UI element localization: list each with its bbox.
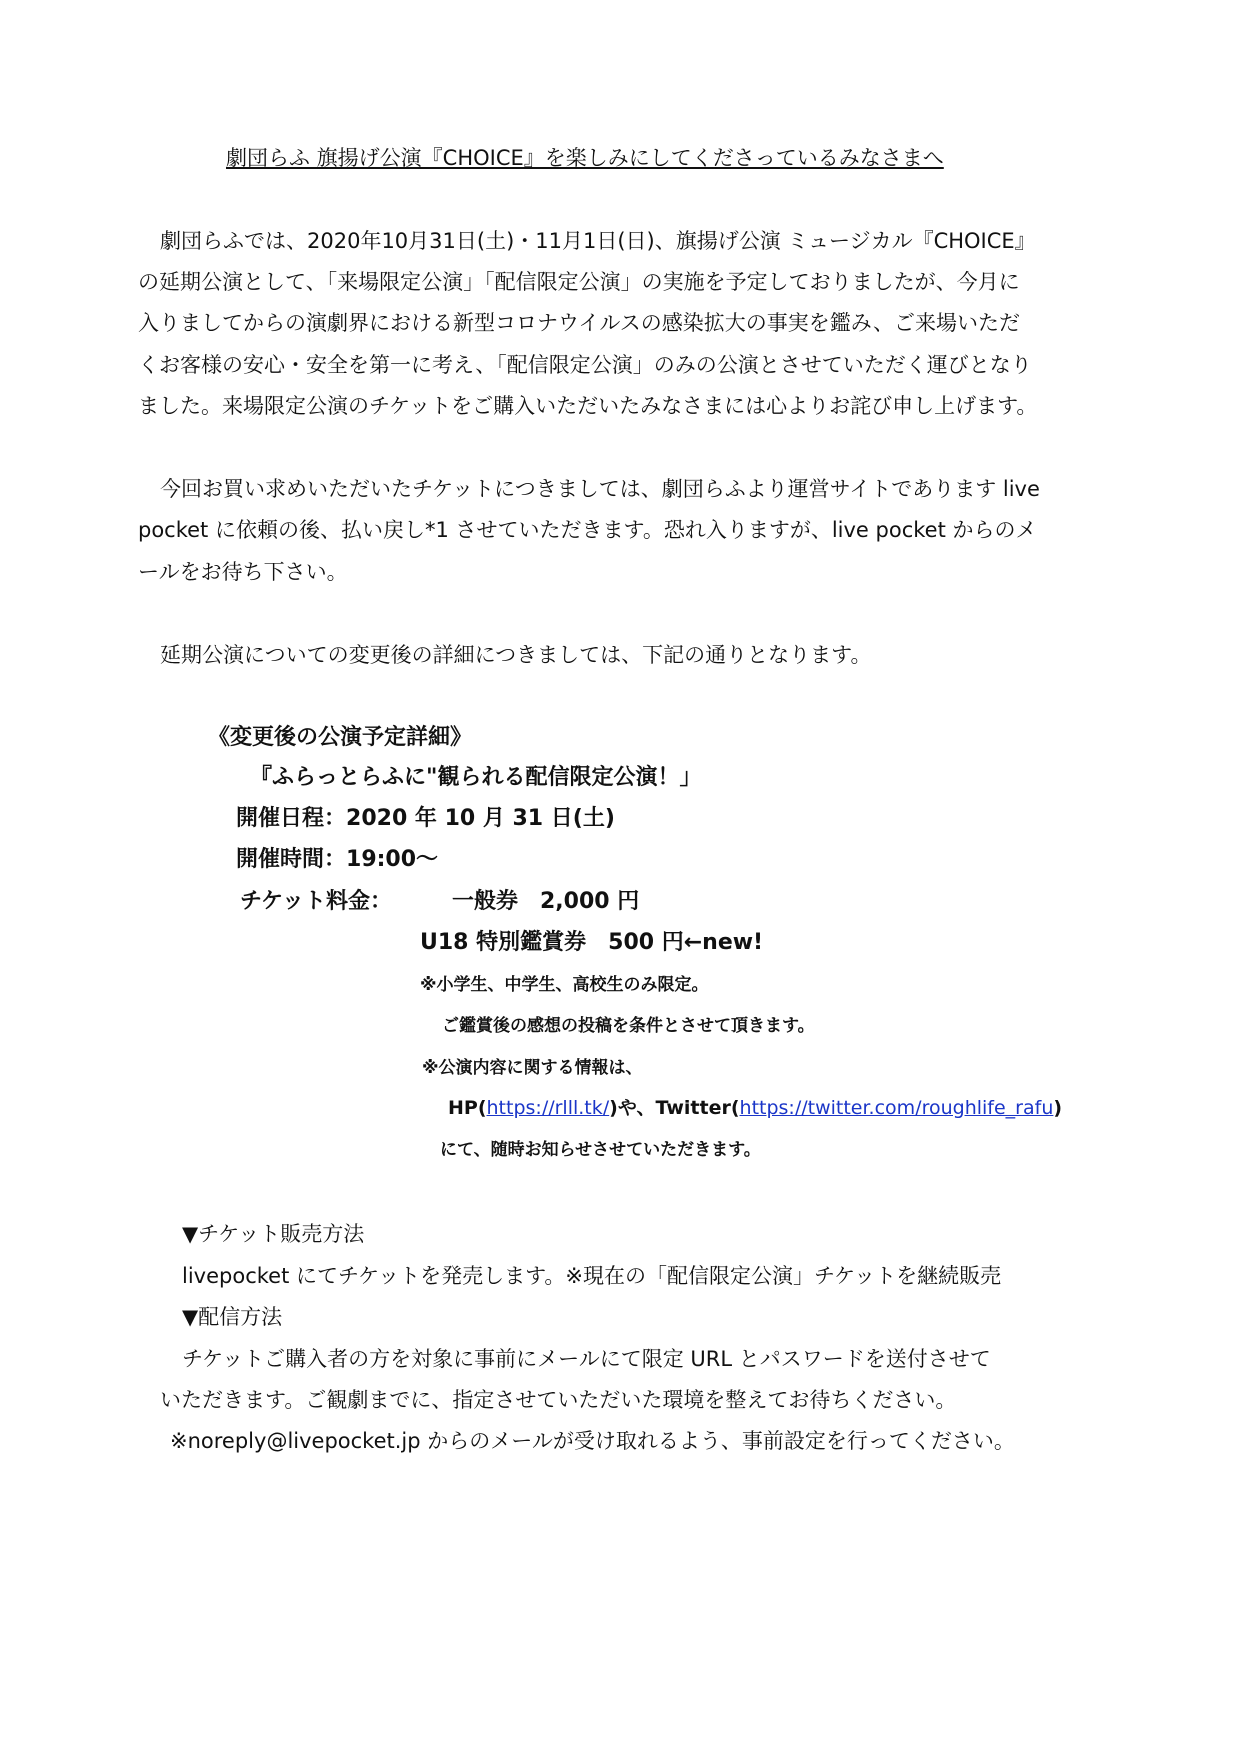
delivery-line-2: いただきます。ご観劇までに、指定させていただいた環境を整えてお待ちください。 — [160, 1388, 957, 1412]
note-announce: にて、随時お知らせさせていただきます。 — [440, 1140, 761, 1160]
fee-general: 一般券 2,000 円 — [452, 889, 640, 914]
paragraph-3: 延期公演についての変更後の詳細につきましては、下記の通りとなります。 — [160, 643, 872, 667]
paragraph-1-line-5: ました。来場限定公演のチケットをご購入いただいたみなさまには心よりお詫び申し上げます。 — [138, 394, 1038, 418]
hp-prefix: HP( — [448, 1097, 487, 1119]
date-label: 開催日程： — [236, 806, 347, 831]
time-value: 19:00～ — [346, 847, 439, 872]
delivery-line-1: チケットご購入者の方を対象に事前にメールにて限定 URL とパスワードを送付させて — [182, 1347, 991, 1371]
paragraph-2-line-2: pocket に依頼の後、払い戻し*1 させていただきます。恐れ入りますが、live pocket からのメ — [138, 518, 1037, 542]
note-info: ※公演内容に関する情報は、 — [422, 1058, 643, 1078]
paragraph-1-line-3: 入りましてからの演劇界における新型コロナウイルスの感染拡大の事実を鑑み、ご来場いただ — [138, 311, 1020, 335]
paragraph-2-line-3: ールをお待ち下さい。 — [138, 560, 348, 584]
sales-text: livepocket にてチケットを発売します。※現在の「配信限定公演」チケットを継続販売 — [182, 1264, 1002, 1288]
time-label: 開催時間： — [236, 847, 347, 872]
paragraph-2-line-1: 今回お買い求めいただいたチケットにつきましては、劇団らふより運営サイトであります live — [160, 477, 1040, 501]
twitter-link[interactable]: https://twitter.com/roughlife_rafu — [739, 1097, 1054, 1119]
sales-heading: ▼チケット販売方法 — [182, 1222, 365, 1246]
paragraph-1-line-2: の延期公演として、「来場限定公演」「配信限定公演」の実施を予定しておりましたが、今月に — [138, 270, 1020, 294]
document-title: 劇団らふ 旗揚げ公演『CHOICE』を楽しみにしてくださっているみなさまへ — [226, 146, 944, 170]
time-row — [236, 849, 438, 871]
note-students: ※小学生、中学生、高校生のみ限定。 — [420, 975, 709, 995]
fee-label: チケット料金： — [240, 889, 393, 914]
date-value: 2020 年 10 月 31 日(土) — [346, 806, 615, 831]
twitter-suffix: ) — [1053, 1097, 1063, 1119]
date-row — [236, 808, 615, 830]
details-heading: 《変更後の公演予定詳細》 — [208, 725, 473, 750]
note-review: ご鑑賞後の感想の投稿を条件とさせて頂きます。 — [442, 1016, 815, 1036]
delivery-line-3: ※noreply@livepocket.jp からのメールが受け取れるよう、事前設定を行ってください。 — [170, 1429, 1015, 1453]
paragraph-1-line-4: くお客様の安心・安全を第一に考え、「配信限定公演」のみの公演とさせていただく運びとなり — [138, 353, 1032, 377]
delivery-heading: ▼配信方法 — [182, 1305, 283, 1329]
twitter-prefix: )や、Twitter( — [609, 1097, 740, 1119]
event-name: 『ふらっとらふに"観られる配信限定公演！」 — [250, 765, 702, 790]
paragraph-1-line-1: 劇団らふでは、2020年10月31日(土)・11月1日(日)、旗揚げ公演 ミュージカル『CHOICE』 — [160, 229, 1036, 253]
hp-link[interactable]: https://rlll.tk/ — [486, 1097, 610, 1119]
links-row — [448, 1099, 1062, 1118]
fee-u18: U18 特別鑑賞券 500 円←new! — [420, 930, 764, 955]
